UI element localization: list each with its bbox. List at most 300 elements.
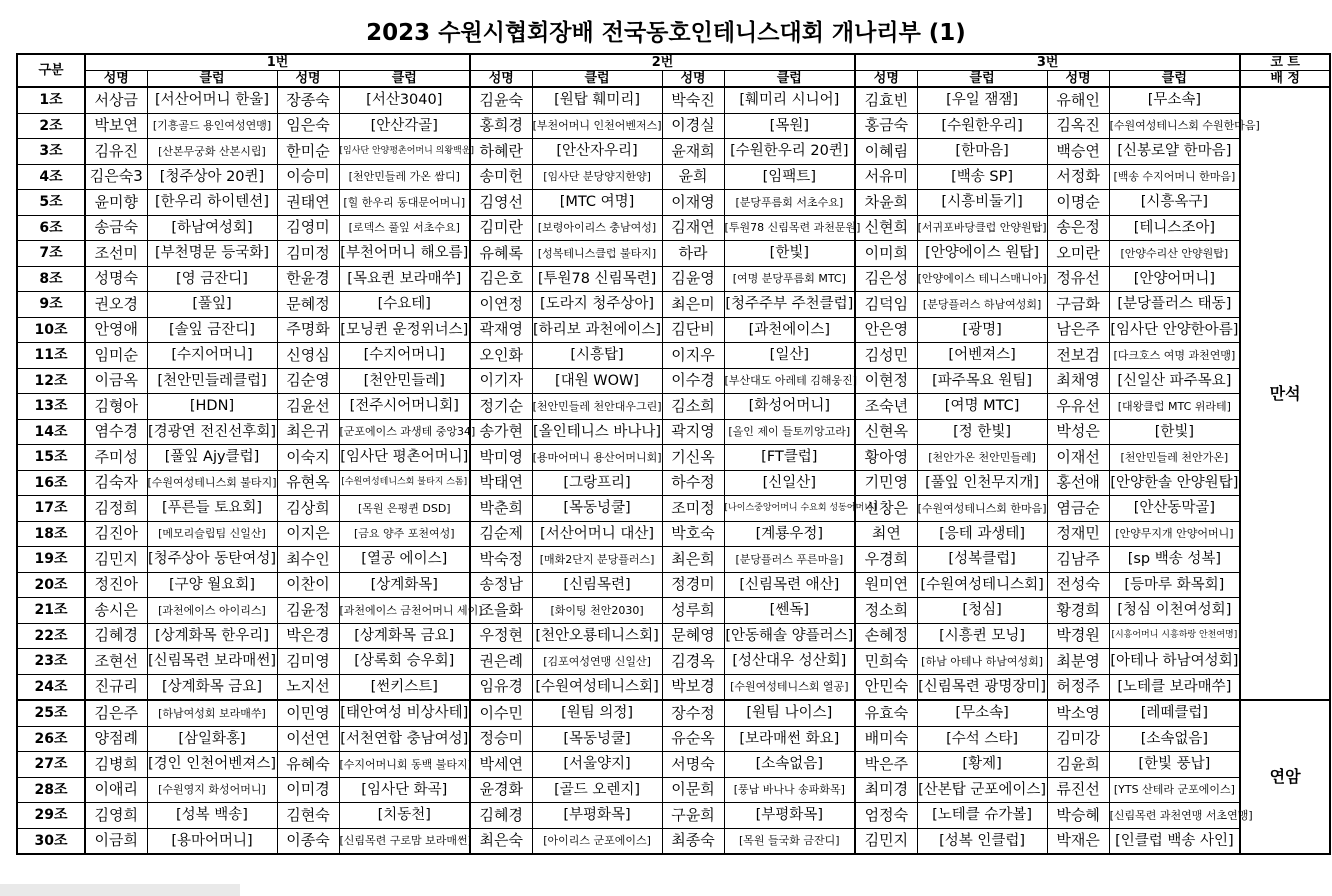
player-name: 원미연	[855, 572, 917, 598]
player-club: [소속없음]	[724, 752, 855, 778]
player-club: [부천어머니 해오름]	[339, 241, 470, 267]
player-club: [하남여성회]	[147, 215, 277, 241]
group-label: 12조	[17, 368, 85, 394]
player-club: [안동해솔 양플러스]	[724, 623, 855, 649]
player-name: 이명순	[1047, 190, 1109, 216]
player-name: 김혜경	[85, 623, 147, 649]
player-name: 김영미	[277, 215, 339, 241]
player-name: 임미순	[85, 343, 147, 369]
player-name: 김윤영	[662, 266, 724, 292]
player-name: 한윤경	[277, 266, 339, 292]
group-row	[17, 700, 1330, 726]
header-section-3: 3번	[855, 54, 1240, 71]
player-club: [성복테니스클럽 불타지]	[532, 241, 662, 267]
player-name: 문혜영	[662, 623, 724, 649]
player-name: 문혜정	[277, 292, 339, 318]
player-name: 전보검	[1047, 343, 1109, 369]
header-name: 성명	[662, 71, 724, 88]
player-club: [과천에이스 금천어머니 세이]	[339, 598, 470, 624]
player-club: [백송 SP]	[917, 164, 1047, 190]
player-club: [상록회 승우회]	[339, 649, 470, 675]
player-name: 기민영	[855, 470, 917, 496]
player-club: [목원 들국화 금잔디]	[724, 828, 855, 854]
player-name: 정소희	[855, 598, 917, 624]
player-name: 김효빈	[855, 87, 917, 113]
player-name: 오인화	[470, 343, 532, 369]
player-club: [화성어머니]	[724, 394, 855, 420]
player-club: [수석 스타]	[917, 726, 1047, 752]
group-label: 29조	[17, 803, 85, 829]
player-club: [천안오룡테니스회]	[532, 623, 662, 649]
player-club: [파주목요 원팀]	[917, 368, 1047, 394]
player-name: 최연	[855, 521, 917, 547]
header-gubun: 구분	[17, 54, 85, 87]
player-name: 권오경	[85, 292, 147, 318]
player-name: 김덕임	[855, 292, 917, 318]
player-club: [일산]	[724, 343, 855, 369]
player-club: [정 한빛]	[917, 419, 1047, 445]
player-club: [임사단 평촌어머니]	[339, 445, 470, 471]
player-club: [대왕클럽 MTC 위라테]	[1109, 394, 1240, 420]
player-name: 이종숙	[277, 828, 339, 854]
player-name: 조선미	[85, 241, 147, 267]
player-name: 신현희	[855, 215, 917, 241]
header-name: 성명	[855, 71, 917, 88]
player-club: [한빛]	[724, 241, 855, 267]
player-name: 주미성	[85, 445, 147, 471]
player-club: [경인 인천어벤져스]	[147, 752, 277, 778]
player-club: [여명 분당푸름회 MTC]	[724, 266, 855, 292]
player-club: [안양수리산 안양원탑]	[1109, 241, 1240, 267]
player-club: [수요테]	[339, 292, 470, 318]
player-name: 김소희	[662, 394, 724, 420]
player-club: [한빛 풍납]	[1109, 752, 1240, 778]
player-name: 윤희	[662, 164, 724, 190]
player-club: [하남여성회 보라매쑤]	[147, 700, 277, 726]
group-row	[17, 521, 1330, 547]
group-label: 3조	[17, 139, 85, 165]
player-name: 김은숙3	[85, 164, 147, 190]
player-name: 김형아	[85, 394, 147, 420]
player-name: 류진선	[1047, 777, 1109, 803]
player-name: 송미헌	[470, 164, 532, 190]
player-club: [보령아이리스 충남여성]	[532, 215, 662, 241]
player-name: 송시은	[85, 598, 147, 624]
player-name: 최은희	[662, 547, 724, 573]
player-name: 김영선	[470, 190, 532, 216]
player-name: 최은미	[662, 292, 724, 318]
group-label: 18조	[17, 521, 85, 547]
player-club: [도라지 청주상아]	[532, 292, 662, 318]
player-name: 최은귀	[277, 419, 339, 445]
player-club: [김포여성연맹 신일산]	[532, 649, 662, 675]
player-name: 서정화	[1047, 164, 1109, 190]
group-label: 7조	[17, 241, 85, 267]
player-club: [신림목련 애산]	[724, 572, 855, 598]
player-name: 김상희	[277, 496, 339, 522]
player-name: 최수인	[277, 547, 339, 573]
group-label: 19조	[17, 547, 85, 573]
player-club: [솔잎 금잔디]	[147, 317, 277, 343]
player-name: 최미경	[855, 777, 917, 803]
player-name: 황경희	[1047, 598, 1109, 624]
player-name: 김진아	[85, 521, 147, 547]
player-name: 김순제	[470, 521, 532, 547]
player-club: [FT클럽]	[724, 445, 855, 471]
player-club: [열공 에이스]	[339, 547, 470, 573]
player-name: 유순옥	[662, 726, 724, 752]
group-row	[17, 623, 1330, 649]
player-name: 김민지	[85, 547, 147, 573]
player-club: [원팀 나이스]	[724, 700, 855, 726]
player-name: 양점례	[85, 726, 147, 752]
player-name: 박보연	[85, 113, 147, 139]
player-club: [상계화목 한우리]	[147, 623, 277, 649]
player-club: [한마음]	[917, 139, 1047, 165]
player-club: [치동천]	[339, 803, 470, 829]
player-name: 박숙정	[470, 547, 532, 573]
player-club: [안양에이스 원탑]	[917, 241, 1047, 267]
player-name: 우정현	[470, 623, 532, 649]
player-name: 정기순	[470, 394, 532, 420]
player-club: [소속없음]	[1109, 726, 1240, 752]
player-club: [임사단 화곡]	[339, 777, 470, 803]
group-label: 24조	[17, 674, 85, 700]
header-club: 클럽	[147, 71, 277, 88]
player-club: [아테나 하남여성회]	[1109, 649, 1240, 675]
group-row	[17, 777, 1330, 803]
player-name: 이숙지	[277, 445, 339, 471]
court-assignment: 만석	[1240, 87, 1330, 700]
player-name: 이기자	[470, 368, 532, 394]
player-club: [서울양지]	[532, 752, 662, 778]
group-row	[17, 572, 1330, 598]
player-name: 송정남	[470, 572, 532, 598]
group-label: 25조	[17, 700, 85, 726]
player-name: 장종숙	[277, 87, 339, 113]
player-club: [성복 인클럽]	[917, 828, 1047, 854]
group-label: 27조	[17, 752, 85, 778]
player-name: 조을화	[470, 598, 532, 624]
player-club: [신림목련]	[532, 572, 662, 598]
player-name: 최종숙	[662, 828, 724, 854]
player-club: [안양한솔 안양원탑]	[1109, 470, 1240, 496]
group-row	[17, 674, 1330, 700]
player-name: 임은숙	[277, 113, 339, 139]
player-club: [서귀포바당클럽 안양원탑]	[917, 215, 1047, 241]
player-name: 허정주	[1047, 674, 1109, 700]
header-row-sections	[17, 54, 1330, 71]
player-club: [신일산 파주목요]	[1109, 368, 1240, 394]
player-club: [성복클럽]	[917, 547, 1047, 573]
player-name: 오미란	[1047, 241, 1109, 267]
player-name: 박미영	[470, 445, 532, 471]
player-club: [광명]	[917, 317, 1047, 343]
player-name: 박호숙	[662, 521, 724, 547]
player-name: 이지우	[662, 343, 724, 369]
player-club: [시흥옥구]	[1109, 190, 1240, 216]
group-row	[17, 470, 1330, 496]
player-name: 조숙년	[855, 394, 917, 420]
player-club: [시흥탑]	[532, 343, 662, 369]
player-name: 이수민	[470, 700, 532, 726]
player-club: [레떼클럽]	[1109, 700, 1240, 726]
player-name: 박은주	[855, 752, 917, 778]
player-club: [목동넝쿨]	[532, 726, 662, 752]
player-name: 임유경	[470, 674, 532, 700]
player-name: 이미경	[277, 777, 339, 803]
player-club: [풀잎 Ajy클럽]	[147, 445, 277, 471]
player-club: [천안민들레 가온 쌈디]	[339, 164, 470, 190]
player-name: 안영애	[85, 317, 147, 343]
player-name: 최은숙	[470, 828, 532, 854]
player-name: 기신옥	[662, 445, 724, 471]
group-row	[17, 445, 1330, 471]
player-club: [천안민들레 천안대우그린]	[532, 394, 662, 420]
player-name: 주명화	[277, 317, 339, 343]
player-name: 이애리	[85, 777, 147, 803]
player-club: [여명 MTC]	[917, 394, 1047, 420]
player-club: [안산각골]	[339, 113, 470, 139]
court-assignment: 연암	[1240, 700, 1330, 854]
player-name: 장수정	[662, 700, 724, 726]
player-name: 박태연	[470, 470, 532, 496]
player-club: [YTS 산테라 군포에이스]	[1109, 777, 1240, 803]
player-club: [시흥퀸 모닝]	[917, 623, 1047, 649]
player-club: [수원여성테니스회 불타지]	[147, 470, 277, 496]
group-label: 2조	[17, 113, 85, 139]
player-club: [sp 백송 성복]	[1109, 547, 1240, 573]
player-club: [목동넝쿨]	[532, 496, 662, 522]
player-club: [시흥비둘기]	[917, 190, 1047, 216]
player-club: [올인 제이 들토끼앙고라]	[724, 419, 855, 445]
player-club: [부천명문 등국화]	[147, 241, 277, 267]
player-name: 김윤정	[277, 598, 339, 624]
player-club: [매화2단지 분당플러스]	[532, 547, 662, 573]
player-name: 유혜숙	[277, 752, 339, 778]
player-club: [수원여성테니스회]	[532, 674, 662, 700]
group-label: 23조	[17, 649, 85, 675]
player-name: 정유선	[1047, 266, 1109, 292]
player-name: 배미숙	[855, 726, 917, 752]
player-club: [임사단 안양평촌어머니 의왕백운]	[339, 139, 470, 165]
player-club: [인클럽 백송 사인]	[1109, 828, 1240, 854]
player-club: [안산동막골]	[1109, 496, 1240, 522]
player-name: 서유미	[855, 164, 917, 190]
player-club: [산본무궁화 산본시립]	[147, 139, 277, 165]
player-name: 곽재영	[470, 317, 532, 343]
player-name: 조현선	[85, 649, 147, 675]
player-name: 곽지영	[662, 419, 724, 445]
player-name: 김은성	[855, 266, 917, 292]
group-row	[17, 598, 1330, 624]
player-name: 안민숙	[855, 674, 917, 700]
player-club: [아이리스 군포에이스]	[532, 828, 662, 854]
player-name: 김남주	[1047, 547, 1109, 573]
player-club: [전주시어머니회]	[339, 394, 470, 420]
player-club: [안양무지개 안양어머니]	[1109, 521, 1240, 547]
group-row	[17, 317, 1330, 343]
player-name: 송가현	[470, 419, 532, 445]
player-club: [태안여성 비상사테]	[339, 700, 470, 726]
player-club: [천안민들레 천안가온]	[1109, 445, 1240, 471]
player-name: 한미순	[277, 139, 339, 165]
player-club: [천안가온 천안민들레]	[917, 445, 1047, 471]
player-name: 염금순	[1047, 496, 1109, 522]
player-club: [상계화목]	[339, 572, 470, 598]
player-club: [어벤져스]	[917, 343, 1047, 369]
player-name: 황아영	[855, 445, 917, 471]
header-row-columns	[17, 71, 1330, 88]
player-name: 김윤숙	[470, 87, 532, 113]
player-name: 우경희	[855, 547, 917, 573]
player-club: [수원여성테니스회 열공]	[724, 674, 855, 700]
player-club: [청심 이천여성회]	[1109, 598, 1240, 624]
player-name: 진규리	[85, 674, 147, 700]
player-club: [HDN]	[147, 394, 277, 420]
player-club: [목원]	[724, 113, 855, 139]
player-name: 이찬이	[277, 572, 339, 598]
group-row	[17, 547, 1330, 573]
group-label: 28조	[17, 777, 85, 803]
group-label: 30조	[17, 828, 85, 854]
player-club: [훼미리 시니어]	[724, 87, 855, 113]
player-club: [수지어머니]	[339, 343, 470, 369]
player-name: 이승미	[277, 164, 339, 190]
player-club: [서산어머니 한울]	[147, 87, 277, 113]
player-name: 김옥진	[1047, 113, 1109, 139]
header-section-1: 1번	[85, 54, 470, 71]
header-club: 클럽	[724, 71, 855, 88]
player-club: [청주주부 주천클럽]	[724, 292, 855, 318]
group-label: 9조	[17, 292, 85, 318]
header-club: 클럽	[532, 71, 662, 88]
player-name: 구금화	[1047, 292, 1109, 318]
player-name: 박재은	[1047, 828, 1109, 854]
group-row	[17, 113, 1330, 139]
player-club: [하리보 과천에이스]	[532, 317, 662, 343]
player-name: 유효숙	[855, 700, 917, 726]
player-name: 김순영	[277, 368, 339, 394]
group-label: 22조	[17, 623, 85, 649]
player-name: 서상금	[85, 87, 147, 113]
group-row	[17, 343, 1330, 369]
player-club: [임사단 안양한아름]	[1109, 317, 1240, 343]
player-name: 이문희	[662, 777, 724, 803]
player-name: 차윤희	[855, 190, 917, 216]
player-name: 손혜정	[855, 623, 917, 649]
player-club: [테니스조아]	[1109, 215, 1240, 241]
player-name: 김경옥	[662, 649, 724, 675]
group-label: 16조	[17, 470, 85, 496]
group-label: 11조	[17, 343, 85, 369]
player-club: [과천에이스]	[724, 317, 855, 343]
group-label: 13조	[17, 394, 85, 420]
player-club: [부천어머니 인천어벤저스]	[532, 113, 662, 139]
player-club: [힐 한우리 동대문어머니]	[339, 190, 470, 216]
player-name: 박승혜	[1047, 803, 1109, 829]
player-club: [풀잎]	[147, 292, 277, 318]
player-club: [노테클 슈가볼]	[917, 803, 1047, 829]
player-club: [수원여성테니스회]	[917, 572, 1047, 598]
group-row	[17, 190, 1330, 216]
player-name: 박은경	[277, 623, 339, 649]
player-name: 하수정	[662, 470, 724, 496]
player-name: 김혜경	[470, 803, 532, 829]
player-name: 유해인	[1047, 87, 1109, 113]
player-name: 이경실	[662, 113, 724, 139]
footer-scroll-area	[0, 884, 240, 896]
player-name: 송은정	[1047, 215, 1109, 241]
player-name: 최채영	[1047, 368, 1109, 394]
player-club: [구양 월요회]	[147, 572, 277, 598]
page-title: 2023 수원시협회장배 전국동호인테니스대회 개나리부 (1)	[366, 20, 966, 46]
draw-table	[16, 53, 1329, 855]
player-club: [분당플러스 푸른마을]	[724, 547, 855, 573]
player-club: [화이팅 천안2030]	[532, 598, 662, 624]
group-label: 5조	[17, 190, 85, 216]
group-label: 21조	[17, 598, 85, 624]
group-label: 1조	[17, 87, 85, 113]
player-name: 유현옥	[277, 470, 339, 496]
player-club: [수지어머니회 동백 불타지]	[339, 752, 470, 778]
player-name: 이미희	[855, 241, 917, 267]
player-club: [시흥어머니 시흥하랑 안천여명]	[1109, 623, 1240, 649]
player-name: 박보경	[662, 674, 724, 700]
player-club: [응테 과생테]	[917, 521, 1047, 547]
player-name: 김병희	[85, 752, 147, 778]
player-name: 이재영	[662, 190, 724, 216]
player-name: 정승미	[470, 726, 532, 752]
player-club: [상계화목 금요]	[339, 623, 470, 649]
player-club: [원팀 의정]	[532, 700, 662, 726]
player-club: [분당플러스 하남여성회]	[917, 292, 1047, 318]
header-club: 클럽	[339, 71, 470, 88]
player-club: [황제]	[917, 752, 1047, 778]
group-row	[17, 292, 1330, 318]
header-name: 성명	[277, 71, 339, 88]
player-name: 윤미향	[85, 190, 147, 216]
player-club: [임팩트]	[724, 164, 855, 190]
player-club: [신봉로얄 한마음]	[1109, 139, 1240, 165]
player-club: [상계화목 금요]	[147, 674, 277, 700]
group-row	[17, 649, 1330, 675]
player-club: [용마어머니]	[147, 828, 277, 854]
player-club: [성산대우 성산회]	[724, 649, 855, 675]
player-club: [풍납 바나나 송파화목]	[724, 777, 855, 803]
player-name: 박성은	[1047, 419, 1109, 445]
group-label: 14조	[17, 419, 85, 445]
player-name: 김윤선	[277, 394, 339, 420]
player-club: [안양에이스 테니스매니아]	[917, 266, 1047, 292]
group-label: 6조	[17, 215, 85, 241]
group-label: 15조	[17, 445, 85, 471]
player-name: 하라	[662, 241, 724, 267]
player-name: 김민지	[855, 828, 917, 854]
player-name: 이현정	[855, 368, 917, 394]
player-name: 박춘희	[470, 496, 532, 522]
player-name: 남은주	[1047, 317, 1109, 343]
player-club: [푸른들 토요회]	[147, 496, 277, 522]
player-club: [천안민들레클럽]	[147, 368, 277, 394]
player-club: [신림목련 광명장미]	[917, 674, 1047, 700]
player-club: [하남 아테나 하남여성회]	[917, 649, 1047, 675]
player-name: 정재민	[1047, 521, 1109, 547]
player-club: [한빛]	[1109, 419, 1240, 445]
player-club: [메모리슬립팀 신일산]	[147, 521, 277, 547]
player-club: [수원여성테니스회 한마음]	[917, 496, 1047, 522]
group-row	[17, 368, 1330, 394]
